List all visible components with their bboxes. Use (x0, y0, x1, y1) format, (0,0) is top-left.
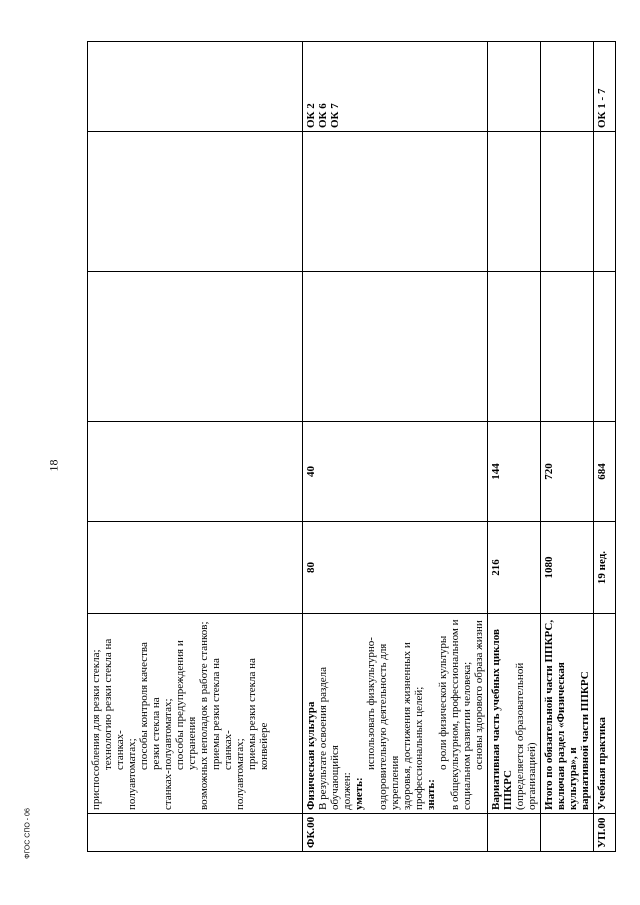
description-cell (303, 614, 488, 814)
table-row (303, 42, 488, 852)
description-cell (541, 614, 594, 814)
mdk-cell (303, 132, 488, 272)
index-cell: ФК.00 (303, 814, 488, 852)
description-line: приемы резки стекла на конвейере (246, 658, 270, 770)
description-line: социальном развитии человека; (461, 661, 473, 810)
description-line: уметь: (353, 777, 365, 810)
discipline-cell (541, 272, 594, 422)
obligatory-hours-cell: 720 (541, 422, 594, 522)
obligatory-hours-cell: 144 (488, 422, 541, 522)
description-line: в общекультурном, профессиональном и (449, 619, 461, 810)
description-cell (88, 614, 303, 814)
competencies-cell: ОК 1 - 7 (594, 42, 616, 132)
total-load-cell: 80 (303, 522, 488, 614)
description-cell (594, 614, 616, 814)
description-line: приемы резки стекла на станках- (210, 658, 234, 770)
description-line: станках-полуавтоматах; (162, 698, 174, 810)
obligatory-hours-cell: 684 (594, 422, 616, 522)
table-row (88, 42, 303, 852)
description-line: технологию резки стекла на станках- (102, 638, 126, 770)
description-line: профессиональных целей; (413, 686, 425, 810)
index-cell (488, 814, 541, 852)
discipline-cell (303, 272, 488, 422)
description-line: полуавтоматах; (234, 738, 246, 810)
total-load-cell: 1080 (541, 522, 594, 614)
page-number: 18 (46, 459, 61, 472)
description-line: Учебная практика (596, 717, 608, 810)
total-load-cell (88, 522, 303, 614)
table-row (541, 42, 594, 852)
total-load-cell: 19 нед. (594, 522, 616, 614)
description-line: здоровья, достижения жизненных и (401, 642, 413, 810)
index-cell: УП.00 (594, 814, 616, 852)
description-line: возможных неполадок в работе станков; (198, 621, 210, 810)
description-line: (определяется образовательной организацией) (514, 662, 538, 810)
mdk-cell (88, 132, 303, 272)
table-row (594, 42, 616, 852)
table-row (488, 42, 541, 852)
description-line: полуавтоматах; (126, 738, 138, 810)
discipline-cell (488, 272, 541, 422)
obligatory-hours-cell (88, 422, 303, 522)
table-body (88, 42, 616, 852)
discipline-cell (594, 272, 616, 422)
description-line: Итого по обязательной части ППКРС, (543, 619, 555, 810)
description-line: способы предупреждения и устранения (174, 640, 198, 770)
description-line: В результате освоения раздела обучающийся (317, 666, 341, 810)
description-line: знать: (425, 779, 437, 810)
competencies-cell: ОК 2 ОК 6 ОК 7 (303, 42, 488, 132)
description-line: приспособления для резки стекла; (90, 649, 102, 810)
footer-label: ФГОС СПО - 06 (24, 808, 32, 859)
description-line: о роли физической культуры (437, 635, 449, 770)
description-line: основы здорового образа жизни (473, 620, 485, 770)
description-line: оздоровительную деятельность для укрепления (377, 643, 401, 810)
description-line: включая раздел «Физическая культура», и (555, 662, 579, 810)
total-load-cell: 216 (488, 522, 541, 614)
obligatory-hours-cell: 40 (303, 422, 488, 522)
mdk-cell (594, 132, 616, 272)
mdk-cell (541, 132, 594, 272)
description-line: способы контроля качества резки стекла на (138, 642, 162, 770)
description-line: вариативной части ППКРС (579, 671, 591, 810)
competencies-cell (488, 42, 541, 132)
index-cell (541, 814, 594, 852)
description-line: использовать физкультурно- (365, 637, 377, 770)
mdk-cell (488, 132, 541, 272)
description-cell (488, 614, 541, 814)
description-line: Физическая культура (305, 701, 317, 810)
index-cell (88, 814, 303, 852)
discipline-cell (88, 272, 303, 422)
description-line: должен: (341, 772, 353, 810)
description-line: Вариативная часть учебных циклов ППКРС (490, 629, 514, 810)
competencies-cell (88, 42, 303, 132)
curriculum-table (87, 41, 616, 852)
rotated-page (87, 42, 608, 852)
competencies-cell (541, 42, 594, 132)
